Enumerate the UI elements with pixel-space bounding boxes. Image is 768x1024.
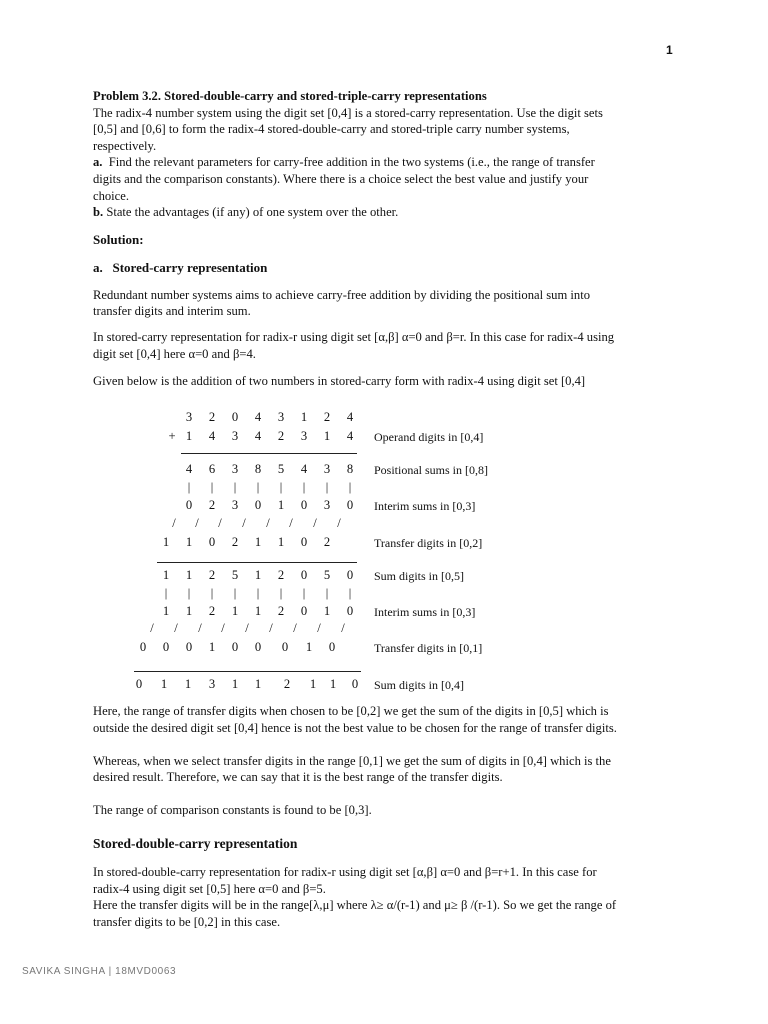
part-b-label: b. [93, 205, 104, 219]
pipe: | [256, 586, 260, 600]
digit: 0 [185, 498, 193, 512]
digit: 0 [254, 640, 262, 654]
sum-rule-3 [134, 671, 361, 672]
digit: 1 [231, 677, 239, 691]
slash: / [337, 516, 341, 530]
slash: / [341, 621, 345, 635]
digit: 0 [135, 677, 143, 691]
digit: 0 [139, 640, 147, 654]
slash: / [266, 516, 270, 530]
digit: 2 [277, 429, 285, 443]
digit: 3 [323, 498, 331, 512]
digit: 4 [185, 462, 193, 476]
slash: / [313, 516, 317, 530]
digit: 4 [300, 462, 308, 476]
digit: 2 [277, 568, 285, 582]
digit: 0 [300, 568, 308, 582]
slash: / [218, 516, 222, 530]
digit: 2 [231, 535, 239, 549]
para7-line-3: Here the transfer digits will be in the range[λ,μ] where λ≥ α/(r-1) and μ≥ β /(r-1). So we get the range of [93, 898, 617, 912]
section-a-heading: a. Stored-carry representation [93, 260, 268, 275]
pipe: | [164, 586, 168, 600]
digit: 0 [231, 410, 239, 424]
pipe: | [233, 480, 237, 494]
digit: 1 [254, 604, 262, 618]
digit: 3 [277, 410, 285, 424]
label-operand: Operand digits in [0,4] [374, 430, 484, 444]
pipe: | [256, 480, 260, 494]
slash: / [245, 621, 249, 635]
digit: 3 [185, 410, 193, 424]
para2-line-2: digit set [0,4] here α=0 and β=4. [93, 347, 256, 361]
part-a-line-1: Find the relevant parameters for carry-free addition in the two systems (i.e., the range of transfer [108, 155, 595, 169]
pipe: | [210, 586, 214, 600]
para3: Given below is the addition of two numbers in stored-carry form with radix-4 using digit set [0,4] [93, 374, 586, 388]
pipe: | [210, 480, 214, 494]
label-positional: Positional sums in [0,8] [374, 463, 489, 477]
digit: 0 [300, 498, 308, 512]
sum-rule-1 [181, 453, 357, 454]
digit: 1 [277, 498, 285, 512]
footer-author: SAVIKA SINGHA | 18MVD0063 [22, 966, 177, 977]
digit: 0 [300, 604, 308, 618]
digit: 2 [208, 604, 216, 618]
digit: 1 [185, 535, 193, 549]
digit: 2 [323, 535, 331, 549]
digit: 4 [208, 429, 216, 443]
digit: 4 [346, 429, 354, 443]
para6: The range of comparison constants is found to be [0,3]. [93, 803, 372, 817]
digit: 1 [323, 604, 331, 618]
digit: 2 [323, 410, 331, 424]
digit: 8 [346, 462, 354, 476]
pipe: | [302, 586, 306, 600]
digit: 5 [277, 462, 285, 476]
pipe: | [279, 480, 283, 494]
digit: 1 [184, 677, 192, 691]
digit: 1 [309, 677, 317, 691]
pipe: | [325, 480, 329, 494]
digit: 0 [351, 677, 359, 691]
problem-line-3: respectively. [93, 139, 157, 153]
pipe: | [187, 586, 191, 600]
part-a-line-3: choice. [93, 189, 130, 203]
digit: 1 [208, 640, 216, 654]
digit: 2 [208, 410, 216, 424]
plus-sign: + [168, 429, 176, 443]
label-interim-2: Interim sums in [0,3] [374, 605, 476, 619]
slash: / [289, 516, 293, 530]
digit: 1 [162, 604, 170, 618]
digit: 0 [231, 640, 239, 654]
digit: 1 [185, 568, 193, 582]
slash: / [172, 516, 176, 530]
digit: 5 [323, 568, 331, 582]
slash: / [195, 516, 199, 530]
digit: 1 [329, 677, 337, 691]
digit: 2 [208, 498, 216, 512]
slash: / [317, 621, 321, 635]
page-number: 1 [666, 43, 673, 57]
digit: 1 [231, 604, 239, 618]
digit: 0 [208, 535, 216, 549]
digit: 2 [283, 677, 291, 691]
digit: 3 [231, 429, 239, 443]
slash: / [150, 621, 154, 635]
para7-line-1: In stored-double-carry representation for radix-r using digit set [α,β] α=0 and β=r+1. In this case for [93, 865, 597, 879]
slash: / [293, 621, 297, 635]
digit: 0 [346, 568, 354, 582]
pipe: | [348, 586, 352, 600]
digit: 3 [231, 498, 239, 512]
slash: / [198, 621, 202, 635]
pipe: | [302, 480, 306, 494]
para5-line-2: desired result. Therefore, we can say that it is the best range of the transfer digits. [93, 770, 503, 784]
digit: 1 [305, 640, 313, 654]
part-a-line-2: digits and the comparison constants). Where there is a choice select the best value and justify your [93, 172, 589, 186]
para2-line-1: In stored-carry representation for radix-r using digit set [α,β] α=0 and β=r. In this case for radix-4 using [93, 330, 615, 344]
digit: 0 [346, 498, 354, 512]
pipe: | [279, 586, 283, 600]
digit: 3 [300, 429, 308, 443]
digit: 1 [254, 677, 262, 691]
digit: 0 [328, 640, 336, 654]
problem-title: Problem 3.2. Stored-double-carry and stored-triple-carry representations [93, 89, 487, 103]
slash: / [269, 621, 273, 635]
digit: 1 [185, 429, 193, 443]
digit: 5 [231, 568, 239, 582]
pipe: | [233, 586, 237, 600]
para4-line-2: outside the desired digit set [0,4] hence is not the best value to be chosen for the range of transfer digits. [93, 721, 617, 735]
digit: 3 [208, 677, 216, 691]
para5-line-1: Whereas, when we select transfer digits in the range [0,1] we get the sum of digits in [0,4] which is the [93, 754, 611, 768]
digit: 1 [254, 568, 262, 582]
digit: 4 [254, 410, 262, 424]
pipe: | [325, 586, 329, 600]
digit: 1 [277, 535, 285, 549]
digit: 2 [208, 568, 216, 582]
label-interim-1: Interim sums in [0,3] [374, 499, 476, 513]
para4-line-1: Here, the range of transfer digits when chosen to be [0,2] we get the sum of the digits in [0,5] which is [93, 704, 609, 718]
slash: / [221, 621, 225, 635]
digit: 3 [231, 462, 239, 476]
digit: 0 [300, 535, 308, 549]
problem-line-2: [0,5] and [0,6] to form the radix-4 stored-double-carry and stored-triple carry number systems, [93, 122, 570, 136]
digit: 0 [281, 640, 289, 654]
digit: 1 [162, 568, 170, 582]
digit: 6 [208, 462, 216, 476]
para1-line-2: transfer digits and interim sum. [93, 304, 251, 318]
problem-part-b [93, 204, 693, 220]
part-b-line: State the advantages (if any) of one system over the other. [106, 205, 399, 219]
digit: 4 [346, 410, 354, 424]
digit: 2 [277, 604, 285, 618]
digit: 0 [346, 604, 354, 618]
section-b-heading: Stored-double-carry representation [93, 836, 298, 851]
para7-line-2: radix-4 using digit set [0,5] here α=0 and β=5. [93, 882, 326, 896]
digit: 1 [323, 429, 331, 443]
digit: 1 [160, 677, 168, 691]
digit: 8 [254, 462, 262, 476]
slash: / [242, 516, 246, 530]
digit: 3 [323, 462, 331, 476]
digit: 1 [185, 604, 193, 618]
problem-line-1: The radix-4 number system using the digit set [0,4] is a stored-carry representation. Use the digit sets [93, 106, 603, 120]
digit: 1 [300, 410, 308, 424]
problem-part-a [93, 154, 693, 170]
para1-line-1: Redundant number systems aims to achieve carry-free addition by dividing the positional sum into [93, 288, 590, 302]
label-transfer-2: Transfer digits in [0,1] [374, 641, 483, 655]
digit: 0 [254, 498, 262, 512]
label-sum-2: Sum digits in [0,4] [374, 678, 465, 692]
digit: 0 [185, 640, 193, 654]
slash: / [174, 621, 178, 635]
label-sum-1: Sum digits in [0,5] [374, 569, 465, 583]
digit: 1 [162, 535, 170, 549]
digit: 4 [254, 429, 262, 443]
digit: 1 [254, 535, 262, 549]
para7-line-4: transfer digits to be [0,2] in this case. [93, 915, 281, 929]
pipe: | [348, 480, 352, 494]
part-a-label: a. [93, 155, 103, 169]
label-transfer-1: Transfer digits in [0,2] [374, 536, 483, 550]
pipe: | [187, 480, 191, 494]
solution-heading: Solution: [93, 232, 144, 247]
sum-rule-2 [157, 562, 357, 563]
digit: 0 [162, 640, 170, 654]
